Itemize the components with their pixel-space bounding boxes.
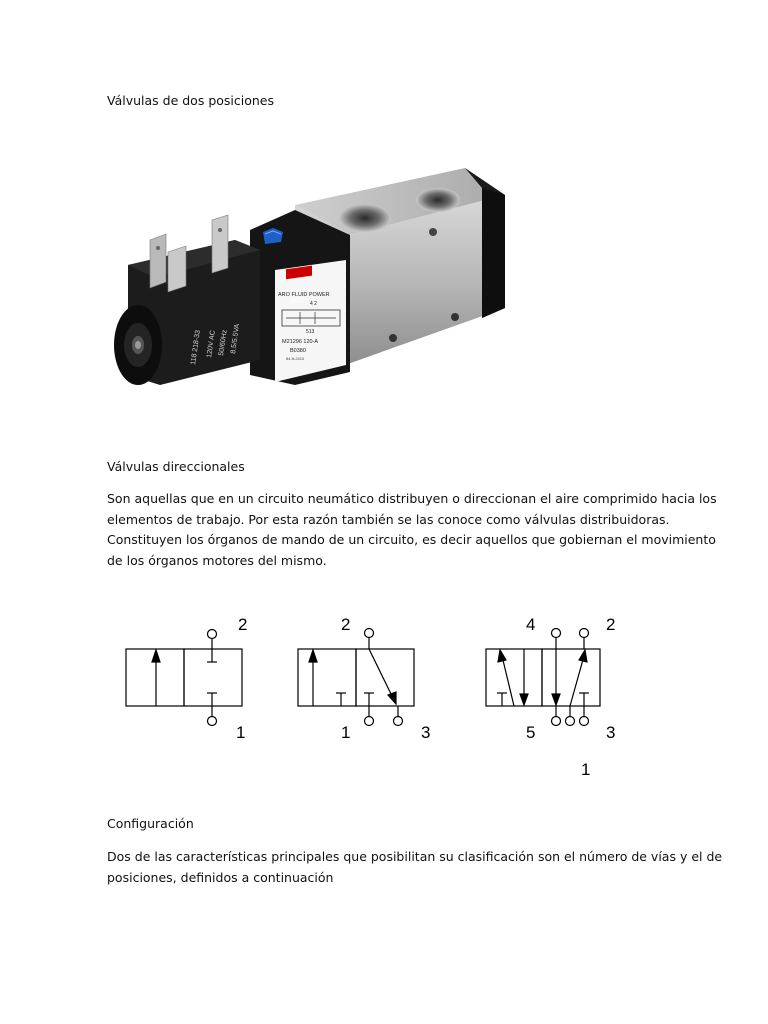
svg-text:513: 513 xyxy=(306,329,315,335)
paragraph-line: posiciones, definidos a continuación xyxy=(107,869,334,885)
svg-text:50/60Hz: 50/60Hz xyxy=(218,329,229,357)
mount-hole-1 xyxy=(389,334,397,342)
svg-text:ARO: ARO xyxy=(289,296,305,306)
heading-configuration: Configuración xyxy=(107,816,194,831)
knurled-nut xyxy=(114,305,162,385)
svg-text:120V AC: 120V AC xyxy=(206,329,217,359)
paragraph-line: Constituyen los órganos de mando de un circuito, es decir aquellos que gobiernan el movimiento xyxy=(107,532,716,547)
solenoid-valve-photo xyxy=(110,160,530,400)
port-label: 1 xyxy=(341,723,351,742)
paragraph-line: de los órganos motores del mismo. xyxy=(107,552,327,568)
port-2 xyxy=(416,188,460,212)
port-label: 2 xyxy=(606,615,616,634)
svg-text:118 218-33: 118 218-33 xyxy=(190,329,202,366)
paragraph-directional-valves xyxy=(107,489,717,571)
port-label: 1 xyxy=(581,760,591,779)
valve-symbol-5-2 xyxy=(486,629,600,726)
paragraph-line: Dos de las características principales que posibilitan su clasificación son el número de vías y el de xyxy=(107,849,723,864)
port-label: 4 xyxy=(526,615,536,634)
port-label: 3 xyxy=(606,723,616,742)
port-label: 2 xyxy=(341,615,351,634)
heading-two-position-valves: Válvulas de dos posiciones xyxy=(107,93,275,108)
port-label: 3 xyxy=(421,723,431,742)
port-label: 1 xyxy=(236,723,246,742)
heading-directional-valves: Válvulas direccionales xyxy=(107,459,245,474)
paragraph-line: Son aquellas que en un circuito neumático distribuyen o direccionan el aire comprimido hacia los xyxy=(107,491,717,506)
port-label: 2 xyxy=(238,615,248,634)
svg-text:M21296 120-A: M21296 120-A xyxy=(282,339,319,345)
mount-hole-2 xyxy=(451,313,459,321)
valve-symbol-2-2 xyxy=(126,630,242,726)
port-1 xyxy=(339,204,391,232)
svg-text:4 2: 4 2 xyxy=(310,301,317,307)
svg-text:8.5/5.5VA: 8.5/5.5VA xyxy=(230,323,242,355)
valve-symbol-3-2 xyxy=(298,629,414,726)
paragraph-configuration xyxy=(107,847,723,888)
valve-symbols-diagram xyxy=(110,600,630,780)
port-label: 5 xyxy=(526,723,536,742)
product-label xyxy=(275,260,346,382)
paragraph-line: elementos de trabajo. Por esta razón también se las conoce como válvulas distribuidoras. xyxy=(107,511,670,527)
svg-text:84-ft-2410: 84-ft-2410 xyxy=(286,356,305,361)
svg-text:B0380: B0380 xyxy=(290,348,306,354)
svg-text:ARO FLUID POWER: ARO FLUID POWER xyxy=(278,292,330,298)
